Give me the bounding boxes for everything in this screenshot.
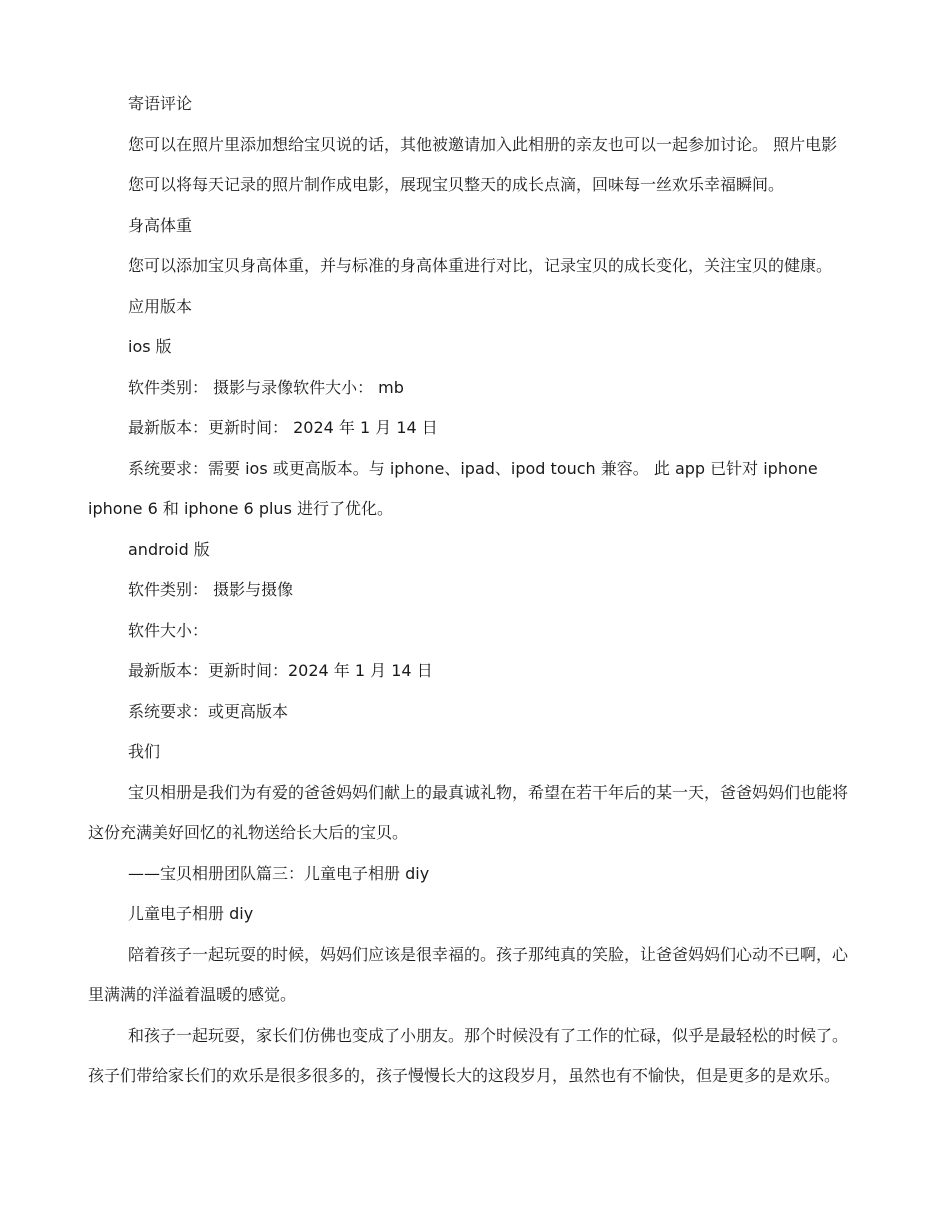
android-latest-version: 最新版本：更新时间：2024 年 1 月 14 日 [128,661,433,680]
heading-ios: ios 版 [128,337,172,356]
heading-about-us: 我们 [128,742,161,761]
heading-comments: 寄语评论 [128,94,193,113]
team-signature: ——宝贝相册团队篇三：儿童电子相册 diy [128,863,430,883]
paragraph-height-weight: 您可以添加宝贝身高体重，并与标准的身高体重进行对比，记录宝贝的成长变化，关注宝贝的健康。 [128,256,833,275]
android-size: 软件大小： [128,620,209,640]
android-category: 软件类别： 摄影与摄像 [128,580,294,599]
heading-height-weight: 身高体重 [128,215,193,235]
heading-android: android 版 [128,539,210,559]
heading-kids-album: 儿童电子相册 diy [128,904,254,923]
paragraph-playing-continued: 里满满的洋溢着温暖的感觉。 [88,985,297,1004]
paragraph-parents-continued: 孩子们带给家长们的欢乐是很多很多的，孩子慢慢长大的这段岁月，虽然也有不愉快，但是更多的是欢乐。 [88,1066,841,1085]
document-page [88,84,868,1097]
android-requirements: 系统要求：或更高版本 [128,701,289,721]
heading-app-version: 应用版本 [128,296,193,316]
ios-requirements: 系统要求：需要 ios 或更高版本。与 iphone、ipad、ipod touch 兼容。 此 app 已针对 iphone [128,458,818,478]
ios-requirements-continued: iphone 6 和 iphone 6 plus 进行了优化。 [88,499,393,518]
paragraph-about-us: 宝贝相册是我们为有爱的爸爸妈妈们献上的最真诚礼物，希望在若干年后的某一天，爸爸妈妈们也能将 [128,782,849,802]
paragraph-playing: 陪着孩子一起玩耍的时候，妈妈们应该是很幸福的。孩子那纯真的笑脸，让爸爸妈妈们心动不已啊，心 [128,944,849,964]
paragraph-photo-movie: 您可以将每天记录的照片制作成电影，展现宝贝整天的成长点滴，回味每一丝欢乐幸福瞬间。 [128,175,785,194]
ios-latest-version: 最新版本：更新时间： 2024 年 1 月 14 日 [128,418,438,437]
paragraph-comments: 您可以在照片里添加想给宝贝说的话，其他被邀请加入此相册的亲友也可以一起参加讨论。 照片电影 [128,134,838,154]
paragraph-about-us-continued: 这份充满美好回忆的礼物送给长大后的宝贝。 [88,823,409,842]
paragraph-parents: 和孩子一起玩耍，家长们仿佛也变成了小朋友。那个时候没有了工作的忙碌，似乎是最轻松的时候了。 [128,1025,849,1045]
ios-category-size: 软件类别： 摄影与录像软件大小： mb [128,377,404,397]
